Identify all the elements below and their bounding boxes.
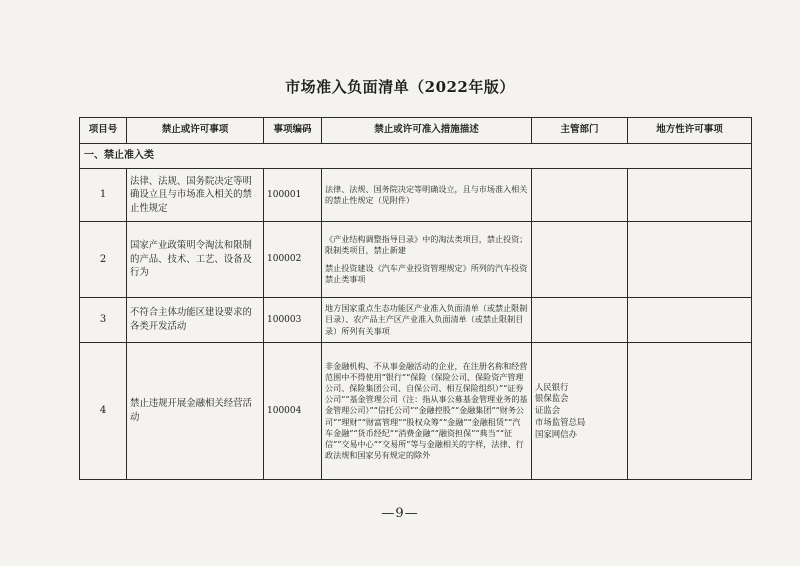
row-dept: 人民银行 银保监会 证监会 市场监管总局 国家网信办	[532, 343, 628, 480]
row-measures	[322, 343, 532, 480]
page-number: —9—	[381, 506, 419, 521]
table-row	[80, 169, 752, 222]
table-row	[80, 343, 752, 480]
row-measures	[322, 222, 532, 298]
table-row	[80, 222, 752, 298]
row-item: 禁止违规开展金融相关经营活动	[127, 343, 264, 480]
header-dept: 主管部门	[532, 118, 628, 144]
row-index: 4	[80, 343, 127, 480]
row-index: 3	[80, 298, 127, 343]
document-title: 市场准入负面清单（2022年版）	[285, 78, 515, 96]
row-measures	[322, 298, 532, 343]
measure-text: 法律、法规、国务院决定等明确设立，且与市场准入相关的禁止性规定（见附件）	[325, 183, 528, 205]
table-header-row	[80, 118, 752, 144]
row-dept	[532, 222, 628, 298]
row-dept	[532, 169, 628, 222]
measure-text: 非金融机构、不从事金融活动的企业，在注册名称和经营范围中不得使用“银行”“保险（保险公司、保险资产管理公司、保险集团公司、自保公司、相互保险组织）”“证券公司”“基金管理公司（注：指从事公募基金管理业务的基金管理公司）”“信托公司”“金融控股”“金融集团”“财务公司”“理财”“财富管理”“股权众筹”“金融”“金融租赁”“汽车金融”“货币经纪”“消费金融”“融资担保”“典当”“征信”“交易中心”“交易所”等与金融相关的字样，法律、行政法规和国家另有规定的除外	[325, 360, 528, 461]
table-row	[80, 298, 752, 343]
negative-list-table	[79, 117, 752, 480]
row-item: 国家产业政策明令淘汰和限制的产品、技术、工艺、设备及行为	[127, 222, 264, 298]
measure-text: 《产业结构调整指导目录》中的淘汰类项目，禁止投资；限制类项目，禁止新建	[325, 234, 528, 256]
header-code: 事项编码	[264, 118, 322, 144]
row-local	[628, 222, 752, 298]
header-measures: 禁止或许可准入措施描述	[322, 118, 532, 144]
measure-text: 禁止投资建设《汽车产业投资管理规定》所列的汽车投资禁止类事项	[325, 262, 528, 284]
header-item: 禁止或许可事项	[127, 118, 264, 144]
row-measures	[322, 169, 532, 222]
row-code: 100001	[264, 169, 322, 222]
measure-text: 地方国家重点生态功能区产业准入负面清单（或禁止限制目录）、农产品主产区产业准入负面清单（或禁止限制目录）所列有关事项	[325, 303, 528, 336]
header-local: 地方性许可事项	[628, 118, 752, 144]
section-row	[80, 144, 752, 169]
row-local	[628, 169, 752, 222]
row-code: 100003	[264, 298, 322, 343]
section-label: 一、禁止准入类	[80, 144, 752, 169]
row-item: 不符合主体功能区建设要求的各类开发活动	[127, 298, 264, 343]
row-item: 法律、法规、国务院决定等明确设立且与市场准入相关的禁止性规定	[127, 169, 264, 222]
row-code: 100004	[264, 343, 322, 480]
row-dept	[532, 298, 628, 343]
row-index: 2	[80, 222, 127, 298]
row-local	[628, 343, 752, 480]
row-code: 100002	[264, 222, 322, 298]
row-local	[628, 298, 752, 343]
header-index: 项目号	[80, 118, 127, 144]
row-index: 1	[80, 169, 127, 222]
